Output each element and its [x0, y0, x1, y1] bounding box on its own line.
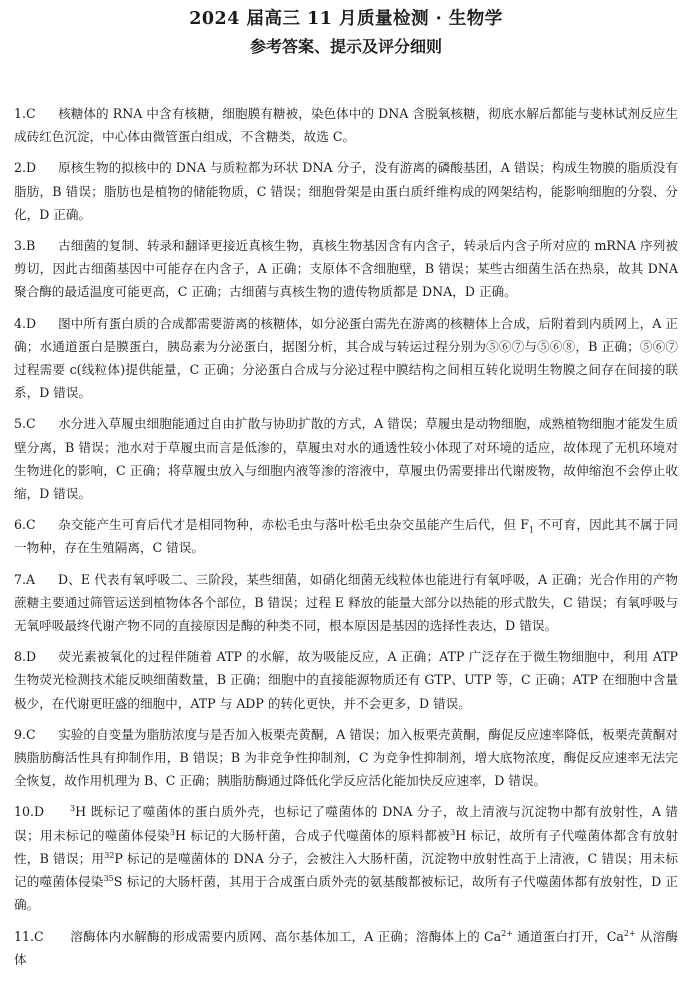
answer-item-5 [14, 412, 678, 505]
item-answer: D [26, 160, 37, 176]
item-answer: D [26, 315, 37, 331]
item-answer: D [34, 804, 45, 820]
item-explanation-part: H 既标记了噬菌体的蛋白质外壳，也标记了噬菌体的 DNA 分子，故上清液与沉淀物中都有放射性，A 错误；用未标记的噬菌体侵染 [14, 804, 678, 843]
answer-item-9 [14, 723, 678, 793]
item-explanation: 原核生物的拟核中的 DNA 与质粒都为环状 DNA 分子，没有游离的磷酸基团，A 错误；构成生物膜的脂质没有脂肪，B 错误；脂肪也是植物的储能物质，C 错误；细胞骨架是由蛋白质纤维构成的网架结构，能影响细胞的分裂、分化，D 正确。 [14, 160, 678, 222]
page-title: 2024 届高三 11 月质量检测 · 生物学 [189, 9, 503, 29]
item-answer: B [26, 238, 36, 254]
item-explanation-part: 不可育，因此其不属于同一物种，存在生殖隔离，C 错误。 [14, 517, 678, 556]
item-number: 1. [14, 106, 27, 121]
superscript: 35 [103, 873, 114, 883]
item-number: 10. [14, 804, 35, 820]
superscript: 3 [450, 827, 456, 837]
page-subtitle: 参考答案、提示及评分细则 [249, 37, 442, 56]
item-explanation-part: 溶酶体内水解酶的形成需要内质网、高尔基体加工，A 正确；溶酶体上的 Ca [70, 928, 502, 944]
superscript: 3 [169, 827, 175, 837]
item-number: 11. [14, 928, 35, 944]
item-explanation-part: H 标记的大肠杆菌，合成子代噬菌体的原料都被 [174, 827, 451, 843]
item-number: 7. [14, 571, 27, 587]
answer-item-1 [14, 102, 678, 148]
item-number: 4. [14, 315, 27, 331]
item-explanation: 图中所有蛋白质的合成都需要游离的核糖体，如分泌蛋白需先在游离的核糖体上合成，后附着到内质网上，A 正确；水通道蛋白是膜蛋白，胰岛素为分泌蛋白，据图分析，其合成与转运过程分别为⑤⑥⑦与⑤⑥⑧，B 正确；⑤⑥⑦过程需要 c(线粒体)提供能量，C 正确；分泌蛋白合成与分泌过程中膜结构之间相互转化说明生物膜之间存在间接的联系，D 错误。 [14, 315, 678, 401]
item-explanation-part: H 标记，故所有子代噬菌体都含有放射性，B 错误；用 [14, 827, 678, 866]
answer-item-7 [14, 568, 678, 638]
item-answer: C [26, 416, 36, 432]
item-number: 8. [14, 649, 27, 665]
answer-item-2 [14, 156, 678, 226]
item-number: 9. [14, 726, 27, 742]
item-number: 2. [14, 160, 27, 176]
item-explanation: 水分进入草履虫细胞能通过自由扩散与协助扩散的方式，A 错误；草履虫是动物细胞，成熟植物细胞才能发生质壁分离，B 错误；池水对于草履虫而言是低渗的，草履虫对水的通透性较小体现了对环境的适应，故体现了无机环境对生物进化的影响，C 正确；将草履虫放入与细胞内液等渗的溶液中，草履虫仍需要排出代谢废物，故伸缩泡不会停止收缩，D 错误。 [14, 416, 678, 502]
item-explanation-part: S 标记的大肠杆菌，其用于合成蛋白质外壳的氨基酸都被标记，故所有子代噬菌体都有放射性，D 正确。 [14, 874, 679, 913]
item-explanation: 古细菌的复制、转录和翻译更接近真核生物，真核生物基因含有内含子，转录后内含子所对应的 mRNA 序列被剪切，因此古细菌基因中可能存在内含子，A 正确；支原体不含细胞壁，B 错误；某些古细菌生活在热泉，故其 DNA 聚合酶的最适温度可能更高，C 正确；古细菌与真核生物的遗传物质都是 DNA，D 正确。 [14, 238, 678, 300]
item-explanation: 荧光素被氧化的过程伴随着 ATP 的水解，故为吸能反应，A 正确；ATP 广泛存在于微生物细胞中，利用 ATP 生物荧光检测技术能反映细菌数量，B 正确；细胞中的直接能源物质还有 GTP、UTP 等，C 正确；ATP 在细胞中含量极少，在代谢更旺盛的细胞中，ATP 与 ADP 的转化更快，并不会更多，D 错误。 [14, 649, 678, 711]
answer-item-3 [14, 234, 678, 304]
item-answer: A [26, 571, 36, 587]
answer-item-11 [14, 925, 678, 971]
subscript: 1 [528, 525, 535, 535]
item-explanation-part: P 标记的是噬菌体的 DNA 分子，会被注入大肠杆菌，沉淀物中放射性高于上清液，C 错误；用未标记的噬菌体侵染 [14, 850, 678, 890]
item-number: 3. [14, 238, 27, 254]
item-explanation: 实验的自变量为脂肪浓度与是否加入板栗壳黄酮，A 错误；加入板栗壳黄酮，酶促反应速率降低，板栗壳黄酮对胰脂肪酶活性具有抑制作用，B 错误；B 为非竞争性抑制剂，C 为竞争性抑制剂，增大底物浓度，酶促反应速率无法完全恢复，故作用机理为 B、C 正确；胰脂肪酶通过降低化学反应活化能加快反应速率，D 错误。 [14, 726, 678, 789]
item-explanation: D、E 代表有氧呼吸二、三阶段，某些细菌，如硝化细菌无线粒体也能进行有氧呼吸，A 正确；光合作用的产物蔗糖主要通过筛管运送到植物体各个部位，B 错误；过程 E 释放的能量大部分以热能的形式散失，C 错误；有氧呼吸与无氧呼吸最终代谢产物不同的直接原因是酶的种类不同，根本原因是基因的选择性表达，D 错误。 [14, 571, 678, 634]
superscript: 32 [104, 850, 115, 860]
superscript: 3 [70, 804, 76, 814]
item-answer: C [26, 517, 36, 533]
answer-item-4 [14, 312, 678, 405]
item-explanation: 核糖体的 RNA 中含有核糖，细胞膜有糖被，染色体中的 DNA 含脱氧核糖，彻底水解后都能与斐林试剂反应生成砖红色沉淀，中心体由微管蛋白组成，不含糖类，故选 C。 [14, 106, 678, 145]
item-number: 5. [14, 416, 27, 432]
item-explanation-part: 杂交能产生可育后代才是相同物种，赤松毛虫与落叶松毛虫杂交虽能产生后代，但 F [58, 517, 529, 533]
answer-item-10 [14, 800, 678, 916]
item-explanation-part: 通道蛋白打开，Ca [513, 928, 624, 944]
item-explanation-part: 从溶酶体 [14, 928, 678, 967]
item-answer: C [26, 726, 36, 742]
answer-list [14, 102, 678, 971]
item-number: 6. [14, 517, 27, 533]
superscript: 2+ [623, 928, 636, 938]
item-answer: C [26, 106, 36, 121]
answer-item-8 [14, 645, 678, 715]
superscript: 2+ [501, 928, 513, 938]
answer-item-6 [14, 513, 678, 559]
item-answer: C [34, 928, 44, 944]
item-answer: D [26, 649, 37, 665]
